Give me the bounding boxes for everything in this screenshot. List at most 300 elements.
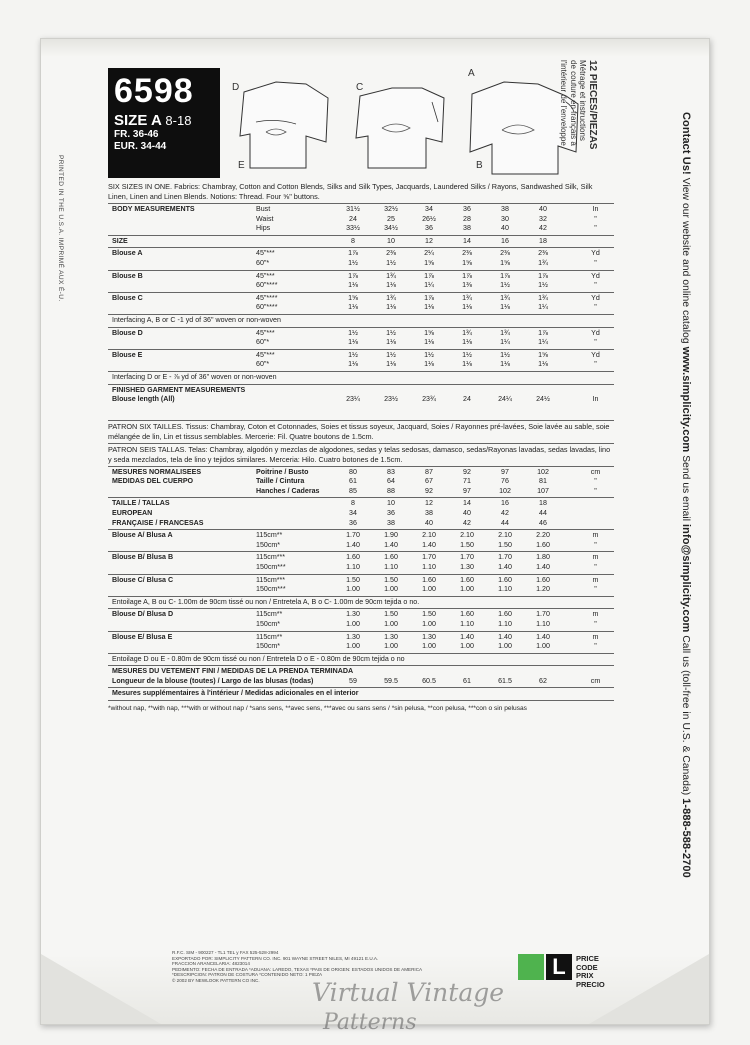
table-cell: 1.20 [536,585,550,594]
table-cell: 1.00 [498,642,512,651]
table-cell: 32½ [384,205,398,213]
table-cell: 1⅝ [424,328,434,337]
table-text: Mesures supplémentaires à l'intérieur / Medidas adicionales en el interior [112,689,359,698]
table-cell: 24 [349,214,357,223]
table-cell: 1.60 [346,553,360,562]
table-cell: 1⅛ [462,303,472,312]
table-text: Blouse A/ Blusa A [112,531,173,540]
table-text: 60"* [256,338,270,347]
metric-e-row-1 [108,633,614,643]
table-text: Blouse B [112,271,143,280]
blouse-d-row-2 [108,338,614,348]
english-intro: SIX SIZES IN ONE. Fabrics: Chambray, Cotton and Cotton Blends, Silks and Silk Types, Jacquards, Laundered Silks / Rayons, Sandwashed Silk, Silk Linen, Linen and Linen Blends. Notions: Thread. Four ⅝" buttons. [108,182,593,201]
table-text: 115cm** [256,531,283,540]
table-cell: 1⅛ [500,303,510,312]
table-cell: 1.50 [460,540,474,549]
table-cell: 1.60 [384,553,398,562]
table-text: 45"**** [256,293,278,302]
table-cell: 10 [387,499,395,508]
table-cell: 1¾ [500,293,510,302]
blouse-e-row-1 [108,351,614,361]
table-text: 45"*** [256,328,275,337]
table-cell: 1.30 [460,562,474,571]
table-text: " [594,224,597,233]
table-cell: 38 [387,518,395,527]
table-text: 60"* [256,360,270,369]
table-cell: 102 [537,467,549,476]
table-text: Yd [591,328,600,337]
table-text [108,466,614,467]
table-cell: 83 [387,467,395,476]
table-text [108,443,614,444]
table-cell: 1⅞ [538,328,548,337]
table-text [108,384,614,385]
table-cell: 42 [501,508,509,517]
table-cell: 92 [463,467,471,476]
table-cell: 36 [463,205,471,213]
table-cell: 18 [539,499,547,508]
table-cell: 1⅛ [500,360,510,369]
blouse-b-row-1 [108,272,614,282]
table-cell: 1⅝ [348,293,358,302]
table-cell: 38 [463,224,471,233]
blouse-c-row-1 [108,294,614,304]
watermark-line-2: Patterns [323,1010,417,1035]
table-text: " [594,258,597,267]
table-cell: 64 [387,477,395,486]
table-text: MESURES DU VETEMENT FINI / MEDIDAS DE LA PRENDA TERMINADA [112,667,354,676]
table-cell: 1⅛ [538,360,548,369]
table-text: Entoilage D ou E - 0.80m de 90cm tissé ou non / Entretela D o E - 0.80m de 90cm tejida o no [112,654,405,663]
table-text: 115cm*** [256,553,286,562]
table-cell: 1.40 [498,632,512,641]
table-text: Waist [256,214,274,223]
interfacing-abc [108,316,614,326]
table-text: Hips [256,224,271,233]
table-text [108,700,614,701]
table-text [108,235,614,236]
table-cell: 40 [501,224,509,233]
table-text: Interfacing D or E - ⅞ yd of 36" woven or non-woven [112,372,277,381]
table-cell: 18 [539,236,547,245]
fr-sizes: FR. 36-46 [114,129,159,140]
table-cell: 59 [349,676,357,685]
table-cell: 1⅛ [348,338,358,347]
table-text [108,665,614,666]
metric-d-row-2 [108,620,614,630]
table-text: Blouse A [112,249,143,258]
table-cell: 1.10 [460,619,474,628]
table-cell: 1⅝ [462,258,472,267]
table-text: EUROPEAN [112,508,153,517]
table-cell: 2¼ [424,249,434,258]
table-cell: 2.10 [498,531,512,540]
table-cell: 14 [463,499,471,508]
table-text [108,327,614,328]
table-cell: 2.10 [422,531,436,540]
sketch-view-c [352,72,448,176]
table-cell: 24¼ [498,395,512,404]
table-text: " [594,477,597,486]
table-cell: 1.40 [346,540,360,549]
table-cell: 23½ [384,395,398,404]
view-label-b: B [476,160,483,171]
table-cell: 1¼ [500,338,510,347]
blouse-a-row-1 [108,249,614,259]
metric-e-row-2 [108,642,614,652]
taille-row [108,477,614,487]
table-cell: 71 [463,477,471,486]
table-cell: 1.10 [346,562,360,571]
table-text: " [594,303,597,312]
table-text: MESURES NORMALISEES [112,467,202,476]
table-cell: 1.10 [498,619,512,628]
table-cell: 2⅜ [462,249,472,258]
table-cell: 1.30 [422,632,436,641]
table-cell: 97 [501,467,509,476]
view-label-c: C [356,82,364,93]
table-cell: 38 [425,508,433,517]
table-cell: 1.00 [422,619,436,628]
table-cell: 1.50 [346,575,360,584]
table-text: Blouse B/ Blusa B [112,553,174,562]
table-cell: 46 [539,518,547,527]
price-letter: L [546,954,572,980]
table-cell: 1⅞ [462,271,472,280]
table-text: 150cm* [256,642,281,651]
table-cell: 1.50 [498,540,512,549]
table-cell: 1½ [462,350,472,359]
table-cell: 2.10 [460,531,474,540]
view-label-d: D [232,82,240,93]
table-cell: 1⅞ [538,271,548,280]
table-cell: 1.60 [460,610,474,619]
table-text: m [592,531,599,540]
table-cell: 12 [425,236,433,245]
francaise-row [108,519,614,529]
table-text: Blouse C/ Blusa C [112,575,174,584]
table-cell: 1.40 [422,540,436,549]
table-cell: 1⅞ [424,293,434,302]
table-cell: 1⅞ [500,271,510,280]
table-text: 45"*** [256,350,275,359]
blouse-d-row-1 [108,329,614,339]
table-text: cm [590,676,601,685]
table-text: TAILLE / TALLAS [112,499,170,508]
table-text: 115cm*** [256,575,286,584]
table-cell: 1.00 [384,642,398,651]
table-cell: 8 [351,236,355,245]
table-cell: 14 [463,236,471,245]
blouse-e-row-2 [108,360,614,370]
table-cell: 1¼ [424,281,434,290]
table-text [108,420,614,421]
table-text: " [594,562,597,571]
yardage-chart [108,182,614,917]
table-cell: 1.00 [422,585,436,594]
table-text: BODY MEASUREMENTS [112,205,195,213]
table-cell: 1.00 [346,619,360,628]
table-cell: 32 [539,214,547,223]
table-cell: 1.60 [536,540,550,549]
table-cell: 2⅜ [538,249,548,258]
table-cell: 1¾ [538,293,548,302]
table-cell: 1.60 [498,610,512,619]
table-text: 150cm* [256,540,281,549]
table-text [108,631,614,632]
table-text: 60"**** [256,303,278,312]
table-text: 115cm** [256,610,283,619]
table-cell: 16 [501,236,509,245]
table-cell: 1⅛ [386,360,396,369]
table-cell: 8 [351,499,355,508]
website-link[interactable]: www.simplicity.com [680,346,692,453]
table-cell: 1½ [386,258,396,267]
table-cell: 76 [501,477,509,486]
table-cell: 1.00 [384,585,398,594]
table-text: " [594,642,597,651]
table-text: Interfacing A, B or C -1 yd of 36" woven or non-woven [112,315,281,324]
table-cell: 23¼ [346,395,360,404]
table-cell: 80 [349,467,357,476]
table-cell: 67 [425,477,433,486]
table-cell: 1.00 [460,585,474,594]
table-cell: 1¾ [462,328,472,337]
table-cell: 1.40 [498,562,512,571]
table-cell: 88 [387,486,395,495]
table-cell: 42 [463,518,471,527]
metric-a-row-2 [108,541,614,551]
table-text [108,314,614,315]
table-text [108,574,614,575]
printed-in-note: PRINTED IN THE U.S.A. IMPRIMÉ AUX É-U. [57,155,64,302]
waist-row [108,215,614,225]
table-text [108,371,614,372]
table-cell: 34 [425,205,433,213]
table-cell: 2.20 [536,531,550,540]
table-cell: 1⅛ [386,281,396,290]
table-text [108,608,614,609]
table-cell: 1½ [348,258,358,267]
export-info: R.F.C. SIM - 900227 - TL1 TEL y FAX 525-528-2994 EXPORTADO POR: SIMPLICITY PATTERN CO. INC. 901 WAYNE STREET NILES, MI 49121 E.U.A. FRACCION ARANCELARIA: 4823014 PEDIMENTO: FECHA DE ENTRADA *ADUANA: LAREDO, TEXAS *PAIS DE ORIGEN: ESTADOS UNIDOS DE AMERICA *DESCRIPCION: PATRON DE COSTURA *CONTENIDO NETO: 1 PIEZA © 2002 BY NEWLOOK PATTERN CO INC. [172,950,423,983]
bust-row [108,205,614,215]
table-text: Blouse D/ Blusa D [112,610,174,619]
table-text: Taille / Cintura [256,477,305,486]
table-cell: 1.30 [384,632,398,641]
table-cell: 1.60 [422,575,436,584]
table-text: m [592,632,599,641]
table-cell: 28 [463,214,471,223]
table-text: Bust [256,205,271,213]
table-text: 60"* [256,258,270,267]
view-label-e: E [238,160,245,171]
table-text: 115cm** [256,632,283,641]
metric-d-row-1 [108,610,614,620]
table-cell: 1¾ [538,258,548,267]
table-cell: 1.40 [460,632,474,641]
hanches-row [108,487,614,497]
mesures-fini-heading [108,667,614,677]
table-cell: 1½ [348,328,358,337]
table-cell: 1⅝ [500,258,510,267]
table-text: " [594,619,597,628]
table-cell: 40 [425,518,433,527]
table-cell: 81 [539,477,547,486]
table-cell: 1½ [386,350,396,359]
email-link[interactable]: info@simplicity.com [680,524,692,633]
table-cell: 1⅛ [424,360,434,369]
table-text: Blouse E [112,350,143,359]
french-intro: PATRON SIX TAILLES. Tissus: Chambray, Coton et Cotonnades, Soies et tissus soyeux, Jacquard, Soies / Rayonnes pré-lavées, Soie lavée au sable, soie mélangée de lin, Lin et tissus semblables. Mercerie: Fil. Quatre boutons de 1.5cm. [108,421,610,441]
table-cell: 36 [349,518,357,527]
table-cell: 61 [349,477,357,486]
size-row [108,237,614,247]
entoilage-de [108,655,614,665]
table-cell: 1.10 [384,562,398,571]
table-cell: 44 [501,518,509,527]
table-cell: 2⅜ [386,249,396,258]
table-cell: 1.70 [460,553,474,562]
table-cell: 1½ [386,328,396,337]
price-color-swatch [518,954,544,980]
table-cell: 107 [537,486,549,495]
table-cell: 1.60 [536,575,550,584]
table-cell: 44 [539,508,547,517]
table-cell: 1.70 [498,553,512,562]
table-cell: 34½ [384,224,398,233]
table-cell: 1⅛ [348,303,358,312]
table-cell: 1⅞ [348,271,358,280]
table-cell: 1.40 [384,540,398,549]
table-cell: 1.40 [536,562,550,571]
pattern-number: 6598 [114,72,194,110]
table-text [108,247,614,248]
table-text: Yd [591,293,600,302]
table-cell: 1.80 [536,553,550,562]
table-text: " [594,338,597,347]
table-cell: 1.00 [346,585,360,594]
table-cell: 59.5 [384,676,398,685]
table-cell: 1¾ [386,271,396,280]
table-text: SIZE [112,236,128,245]
table-cell: 60.5 [422,676,436,685]
blouse-b-row-2 [108,281,614,291]
table-cell: 31½ [346,205,360,213]
table-cell: 1.50 [422,610,436,619]
table-cell: 38 [501,205,509,213]
table-cell: 40 [463,508,471,517]
table-cell: 1⅛ [462,338,472,347]
table-cell: 1½ [348,350,358,359]
table-text: In [592,205,599,213]
table-cell: 1⅛ [462,360,472,369]
taille-tallas-row [108,499,614,509]
table-cell: 1.60 [460,575,474,584]
table-cell: 1¼ [538,303,548,312]
table-text: 45"*** [256,249,275,258]
price-label: PRICE CODE PRIX PRECIO [576,954,605,989]
table-text: FINISHED GARMENT MEASUREMENTS [112,385,246,394]
table-cell: 36 [387,508,395,517]
table-cell: 102 [499,486,511,495]
table-text: Blouse D [112,328,143,337]
sketch-view-d-e [236,72,332,176]
size-label: SIZE A 8-18 [114,112,192,129]
table-text: " [594,281,597,290]
table-cell: 1.10 [536,619,550,628]
watermark-line-1: Virtual Vintage [312,978,505,1007]
pieces-note: 12 PIECES/PIEZAS Métrage et instructions de couture en français à l'intérieur de l'enveloppe. [559,60,598,150]
table-text [108,687,614,688]
table-cell: 1.00 [536,642,550,651]
table-text: 60"**** [256,281,278,290]
table-cell: 1.10 [498,585,512,594]
table-cell: 1⅛ [386,303,396,312]
table-cell: 1.70 [536,610,550,619]
contact-line: Contact Us! View our website and online catalog www.simplicity.com Send us email info@simplicity.com Call us (toll-free in U.S. & Canada) 1-888-588-2700 [680,112,692,878]
table-text: 45"*** [256,271,275,280]
table-cell: 87 [425,467,433,476]
table-cell: 36 [425,224,433,233]
table-text: " [594,360,597,369]
table-cell: 1.00 [346,642,360,651]
table-cell: 1.60 [498,575,512,584]
table-cell: 1⅞ [348,249,358,258]
table-text: Blouse C [112,293,143,302]
table-text: Yd [591,350,600,359]
table-text: cm [590,467,601,476]
table-cell: 1.10 [422,562,436,571]
table-cell: 1.50 [384,575,398,584]
table-cell: 1¾ [500,328,510,337]
table-cell: 1.00 [384,619,398,628]
table-cell: 1⅜ [462,281,472,290]
table-text: m [592,553,599,562]
table-cell: 1⅛ [348,360,358,369]
spanish-intro: PATRON SEIS TALLAS. Telas: Chambray, algodón y mezclas de algodones, sedas y telas sedosas, damasco, sedas/Rayonas lavadas, sedas lavadas, lino y seda mezclados, tela de lino y tejidos similares. Merceria: Hilo. Cuatro botones de 1.5cm. [108,444,611,464]
entoilage-abc [108,598,614,608]
table-cell: 40 [539,205,547,213]
metric-a-row-1 [108,531,614,541]
table-cell: 30 [501,214,509,223]
table-cell: 2⅜ [500,249,510,258]
pattern-header [108,68,220,178]
table-text: Longueur de la blouse (toutes) / Largo de las blusas (todas) [112,676,314,685]
table-text [108,349,614,350]
supplementary-note [108,689,614,699]
table-text [108,529,614,530]
interfacing-de [108,373,614,383]
table-text: Entoilage A, B ou C- 1.00m de 90cm tissé ou non / Entretela A, B o C- 1.00m de 90cm tejida o no. [112,597,420,606]
blouse-a-row-2 [108,259,614,269]
table-text: Yd [591,271,600,280]
table-text: 150cm* [256,619,281,628]
table-text: 150cm*** [256,562,286,571]
blouse-length-row [108,395,614,406]
table-text: Poitrine / Busto [256,467,309,476]
table-cell: 1½ [538,281,548,290]
table-text: m [592,575,599,584]
table-text [108,203,614,204]
table-cell: 1.90 [384,531,398,540]
table-cell: 61.5 [498,676,512,685]
eur-sizes: EUR. 34-44 [114,141,167,152]
contact-title: Contact Us! [680,112,692,175]
poitrine-row [108,468,614,478]
table-text: Yd [591,249,600,258]
metric-b-row-1 [108,553,614,563]
table-cell: 12 [425,499,433,508]
